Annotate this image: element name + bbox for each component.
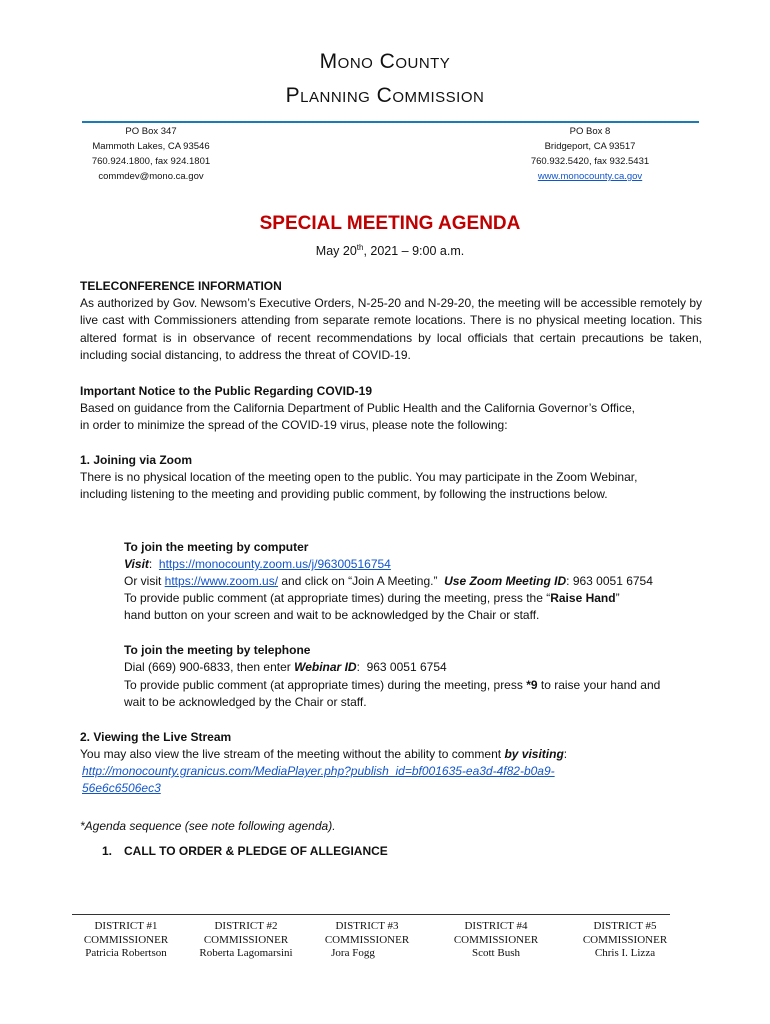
teleconference-body: As authorized by Gov. Newsom’s Executive Orders, N-25-20 and N-29-20, the meeting will be accessible remotely by live cast with Commissioners attending from separate remote locations. There is no physical meeting location. This altered format is in observance of recent recommendations by local officials that certain precautions be taken, including social distancing, to address the threat of COVID-19. <box>80 296 702 362</box>
telephone-dial-line: Dial (669) 900-6833, then enter Webinar ID: 963 0051 6754 <box>124 660 447 674</box>
header-title-line2: Planning Commission <box>285 84 485 107</box>
address-right <box>520 124 660 184</box>
agenda-item-1: 1. CALL TO ORDER & PLEDGE OF ALLEGIANCE <box>102 844 388 858</box>
livestream-link-line1[interactable]: http://monocounty.granicus.com/MediaPlayer.php?publish_id=bf001635-ea3d-4f82-b0a9- <box>82 764 555 778</box>
zoom-meeting-link[interactable]: https://monocounty.zoom.us/j/96300516754 <box>158 557 391 571</box>
computer-comment-line: To provide public comment (at appropriate times) during the meeting, press the “Raise Hand” <box>124 591 620 605</box>
website-link[interactable]: www.monocounty.ca.gov <box>537 171 643 182</box>
telephone-comment-line: To provide public comment (at appropriate times) during the meeting, press *9 to raise your hand and <box>124 678 661 692</box>
district-1: DISTRICT #1 COMMISSIONER Patricia Robertson <box>83 920 169 959</box>
livestream-body: You may also view the live stream of the meeting without the ability to comment by visiting: <box>80 747 568 761</box>
livestream-link[interactable] <box>82 763 704 798</box>
header-title-line1: Mono County <box>319 50 451 73</box>
joining-body: There is no physical location of the meeting open to the public. You may participate in the Zoom Webinar, including listening to the meeting and providing public comment, by following the instructions below. <box>80 470 638 502</box>
address-left-line2: Mammoth Lakes, CA 93546 <box>92 141 210 152</box>
computer-visit-line: Visit: https://monocounty.zoom.us/j/96300516754 <box>124 557 391 571</box>
teleconference-heading: TELECONFERENCE INFORMATION <box>80 279 282 293</box>
district-4: DISTRICT #4 COMMISSIONER Scott Bush <box>453 920 539 959</box>
address-right-line3: 760.932.5420, fax 932.5431 <box>530 156 650 167</box>
district-3: DISTRICT #3 COMMISSIONER Jora Fogg <box>324 920 410 959</box>
notice-heading: Important Notice to the Public Regarding COVID-19 <box>80 384 373 398</box>
livestream-link-line2[interactable]: 56e6c6506ec3 <box>82 781 161 796</box>
notice-line1: Based on guidance from the California Department of Public Health and the California Governor’s Office, <box>80 401 635 415</box>
address-left <box>78 124 224 184</box>
footer-rule <box>72 914 670 915</box>
address-right-line2: Bridgeport, CA 93517 <box>544 141 636 152</box>
address-left-line3: 760.924.1800, fax 924.1801 <box>91 156 211 167</box>
computer-or-visit-line: Or visit https://www.zoom.us/ and click on “Join A Meeting.” Use Zoom Meeting ID: 963 0051 6754 <box>124 574 653 588</box>
agenda-title: SPECIAL MEETING AGENDA <box>259 213 521 234</box>
zoom-website-link[interactable]: https://www.zoom.us/ <box>164 574 279 588</box>
sequence-note: *Agenda sequence (see note following agenda). <box>80 819 336 833</box>
telephone-heading: To join the meeting by telephone <box>124 643 311 657</box>
computer-comment-line2: hand button on your screen and wait to be acknowledged by the Chair or staff. <box>124 608 540 622</box>
district-2: DISTRICT #2 COMMISSIONER Roberta Lagomarsini <box>199 920 293 959</box>
district-5: DISTRICT #5 COMMISSIONER Chris I. Lizza <box>582 920 668 959</box>
address-right-line1: PO Box 8 <box>569 126 611 137</box>
address-left-email: commdev@mono.ca.gov <box>98 171 204 182</box>
computer-heading: To join the meeting by computer <box>124 540 309 554</box>
notice-line2: in order to minimize the spread of the COVID-19 virus, please note the following: <box>80 418 508 432</box>
address-left-line1: PO Box 347 <box>125 126 177 137</box>
joining-heading: 1. Joining via Zoom <box>80 453 193 467</box>
meeting-date: May 20th, 2021 – 9:00 a.m. <box>315 243 465 259</box>
telephone-comment-line2: wait to be acknowledged by the Chair or staff. <box>124 695 367 709</box>
header-rule <box>82 121 699 123</box>
livestream-heading: 2. Viewing the Live Stream <box>80 730 232 744</box>
